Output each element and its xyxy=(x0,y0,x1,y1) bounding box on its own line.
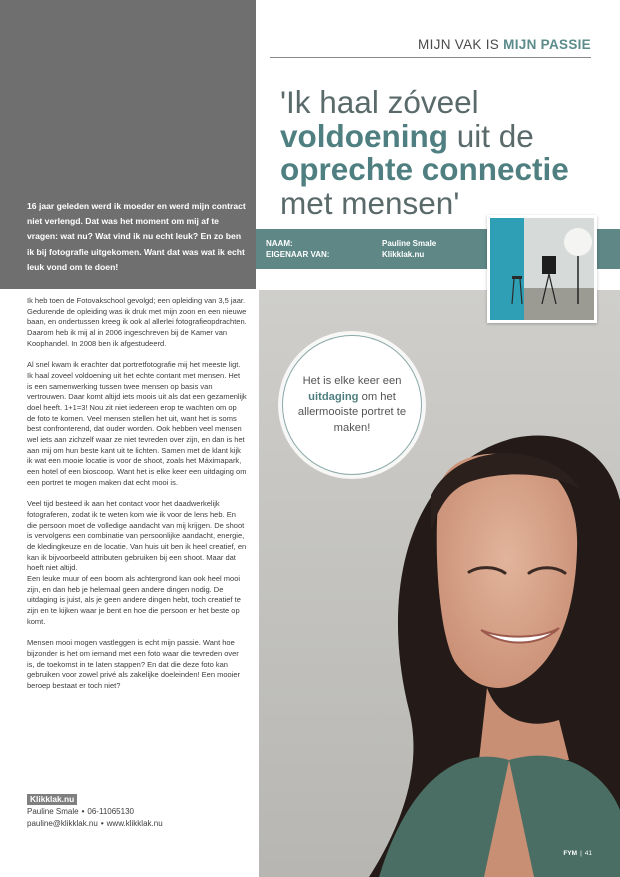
headline-bold-word: voldoening xyxy=(280,117,448,154)
magazine-name: FYM xyxy=(563,850,578,857)
contact-line-1 xyxy=(27,806,249,818)
headline-line-2-rest: uit de xyxy=(448,117,534,154)
section-label-emphasis: MIJN PASSIE xyxy=(503,37,591,52)
contact-name: Pauline Smale xyxy=(27,807,79,816)
body-paragraph: Ik heb toen de Fotovakschool gevolgd; een opleiding van 3,5 jaar. Gedurende de opleiding was ik druk met mijn zoon en een nieuwe baan, en ondertussen kreeg ik ook al allerlei fotografieopdrachten. Daarom heb ik mij al in 2006 ingeschreven bij de Kamer van Koophandel. In 2008 ben ik afgestudeerd. xyxy=(27,296,247,348)
pull-quote xyxy=(282,335,422,475)
studio-photo xyxy=(487,215,597,323)
section-label-prefix: MIJN VAK IS xyxy=(418,37,504,52)
studio-illustration xyxy=(490,218,594,320)
contact-website[interactable]: www.klikklak.nu xyxy=(106,818,163,828)
body-paragraph: Al snel kwam ik erachter dat portretfotografie mij het meeste ligt. Ik haal zoveel voldoening uit het echte contant met mensen. Het is een samenwerking tussen twee mensen op basis van vertrouwen. Daar komt altijd iets moois uit als dat een gezamenlijk doel heeft. 1+1=3! Nou zit niet iedereen erop te wachten om op de foto te komen. Veel mensen stellen het uit, want het is soms best confronterend, dat ouder worden. Ook hebben veel mensen wel iets aan zichzelf waar ze niet tevreden over zijn, en dan is het aan mij om hun beste kant uit te lichten. Samen met de klant kijk ik wat een mooie locatie is voor de shoot, zoals het Máximapark, een hotel of een bioscoop. Want het is elke keer een uitdaging om een portret te mogen maken dat echt mooi is. xyxy=(27,360,247,487)
profile-owner-label: EIGENAAR VAN: xyxy=(266,250,330,259)
pull-quote-highlight: uitdaging xyxy=(308,390,359,403)
section-label xyxy=(418,37,591,52)
section-divider xyxy=(270,57,591,58)
contact-email[interactable]: pauline@klikklak.nu xyxy=(27,818,98,828)
contact-phone[interactable]: 06-11065130 xyxy=(87,807,134,816)
contact-separator: • xyxy=(81,807,85,816)
page-footer xyxy=(563,850,592,857)
body-paragraph: Mensen mooi mogen vastleggen is echt mijn passie. Want hoe bijzonder is het om iemand met een foto waar die tevreden over is, de toekomst in te laten stappen? En dat die deze foto kan gebruiken voor zowel privé als zakelijke doeleinden! Een mooier beroep bestaat er toch niet? xyxy=(27,638,241,690)
contact-line-2 xyxy=(27,818,249,830)
contact-separator: • xyxy=(100,818,104,828)
headline-line-2 xyxy=(280,117,600,154)
pull-quote-after: om het allermooiste portret te maken! xyxy=(297,390,407,434)
article-body xyxy=(27,296,247,702)
contact-block xyxy=(27,794,249,829)
page-separator: | xyxy=(580,850,582,857)
profile-name-label: NAAM: xyxy=(266,239,293,248)
site-tag: Klikklak.nu xyxy=(27,794,77,805)
profile-owner-value: Klikklak.nu xyxy=(382,250,425,259)
body-paragraph: Een leuke muur of een boom als achtergrond kan ook heel mooi zijn, en dan heb je helemaal geen andere dingen nodig. De uitdaging is juist, als je geen andere dingen hebt, toch creatief te zijn en te kijken waar je bent en hoe die persoon er het beste op komt. xyxy=(27,574,241,626)
pull-quote-text xyxy=(296,374,408,436)
body-paragraph: Veel tijd besteed ik aan het contact voor het daadwerkelijk fotograferen, zodat ik te weten kom wie ik voor de lens heb. En die persoon moet de volledige aandacht van mij krijgen. De shoot is vervolgens een combinatie van persoonlijke aandacht, energie, de kledingkeuze en de locatie. Van huis uit ben ik heel creatief, en kan ik bijvoorbeeld attributen gebruiken bij een shoot. Maar dat hoeft niet altijd. xyxy=(27,499,247,573)
profile-owner-row xyxy=(266,250,425,260)
headline xyxy=(280,86,600,220)
headline-line-3: oprechte connectie xyxy=(280,151,569,187)
intro-text: 16 jaar geleden werd ik moeder en werd mijn contract niet verlengd. Dat was het moment om mij af te vragen: wat nu? Wat vind ik nu echt leuk? En zo ben ik bij fotografie uitgekomen. Want dat was wat ik echt leuk vond om te doen! xyxy=(27,201,246,272)
page-number: 41 xyxy=(584,850,592,857)
pull-quote-before: Het is elke keer een xyxy=(302,375,402,387)
headline-line-1: 'Ik haal zóveel xyxy=(280,84,479,120)
profile-name-row xyxy=(266,239,437,249)
headline-line-4: met mensen' xyxy=(280,184,460,221)
profile-name-value: Pauline Smale xyxy=(382,239,437,248)
